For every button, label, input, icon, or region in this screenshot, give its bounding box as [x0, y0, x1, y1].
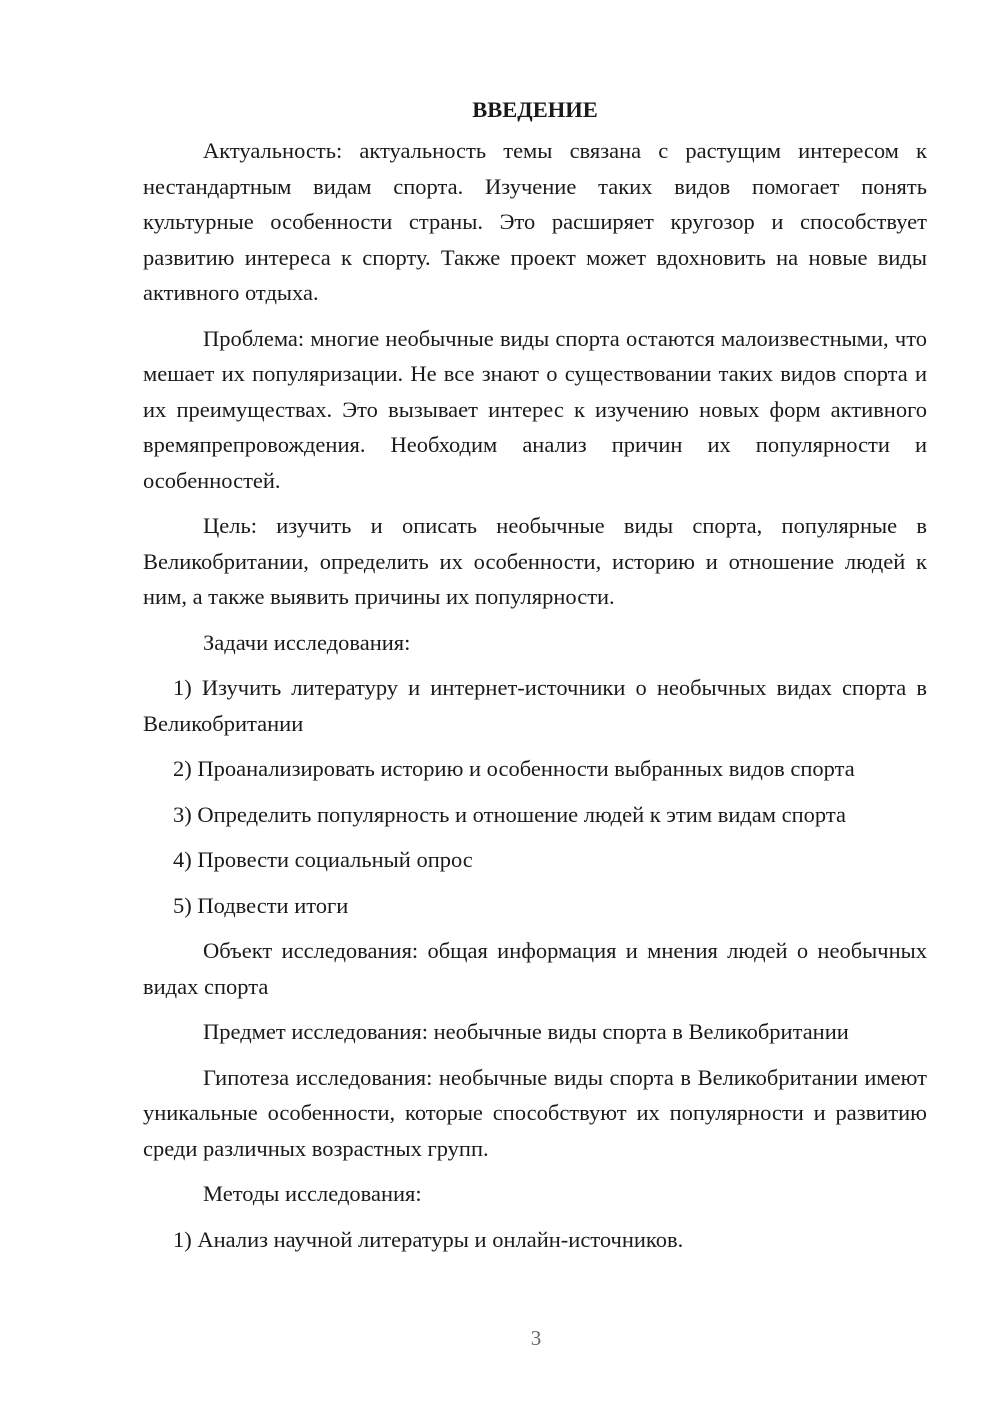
- task-item-3: 3) Определить популярность и отношение людей к этим видам спорта: [173, 801, 846, 827]
- method-item-1: 1) Анализ научной литературы и онлайн-источников.: [173, 1226, 684, 1252]
- document-page: [143, 92, 927, 1267]
- paragraph-methods-heading: Методы исследования:: [203, 1181, 422, 1206]
- paragraph-object: Объект исследования: общая информация и мнения людей о необычных видах спорта: [143, 938, 927, 999]
- task-item-2: 2) Проанализировать историю и особенности выбранных видов спорта: [173, 756, 855, 781]
- page-number: 3: [530, 1326, 542, 1350]
- paragraph-subject: Предмет исследования: необычные виды спорта в Великобритании: [203, 1019, 849, 1044]
- paragraph-relevance: Актуальность: актуальность темы связана с растущим интересом к нестандартным видам спорта. Изучение таких видов помогает понять культурные особенности страны. Это расширяет кругозор и способствует развитию интереса к спорту. Также проект может вдохновить на новые виды активного отдыха.: [143, 138, 927, 305]
- paragraph-tasks-heading: Задачи исследования:: [203, 629, 411, 655]
- task-item-5: 5) Подвести итоги: [173, 892, 349, 918]
- section-title: ВВЕДЕНИЕ: [472, 97, 598, 122]
- paragraph-problem: Проблема: многие необычные виды спорта остаются малоизвестными, что мешает их популяризации. Не все знают о существовании таких видов спорта и их преимуществах. Это вызывает интерес к изучению новых форм активного времяпрепровождения. Необходим анализ причин их популярности и особенностей.: [143, 325, 927, 493]
- task-item-4: 4) Провести социальный опрос: [173, 847, 473, 872]
- task-item-1: 1) Изучить литературу и интернет-источники о необычных видах спорта в Великобритании: [143, 675, 927, 736]
- paragraph-hypothesis: Гипотеза исследования: необычные виды спорта в Великобритании имеют уникальные особенности, которые способствуют их популярности и развитию среди различных возрастных групп.: [143, 1064, 927, 1161]
- paragraph-goal: Цель: изучить и описать необычные виды спорта, популярные в Великобритании, определить их особенности, историю и отношение людей к ним, а также выявить причины их популярности.: [143, 513, 927, 609]
